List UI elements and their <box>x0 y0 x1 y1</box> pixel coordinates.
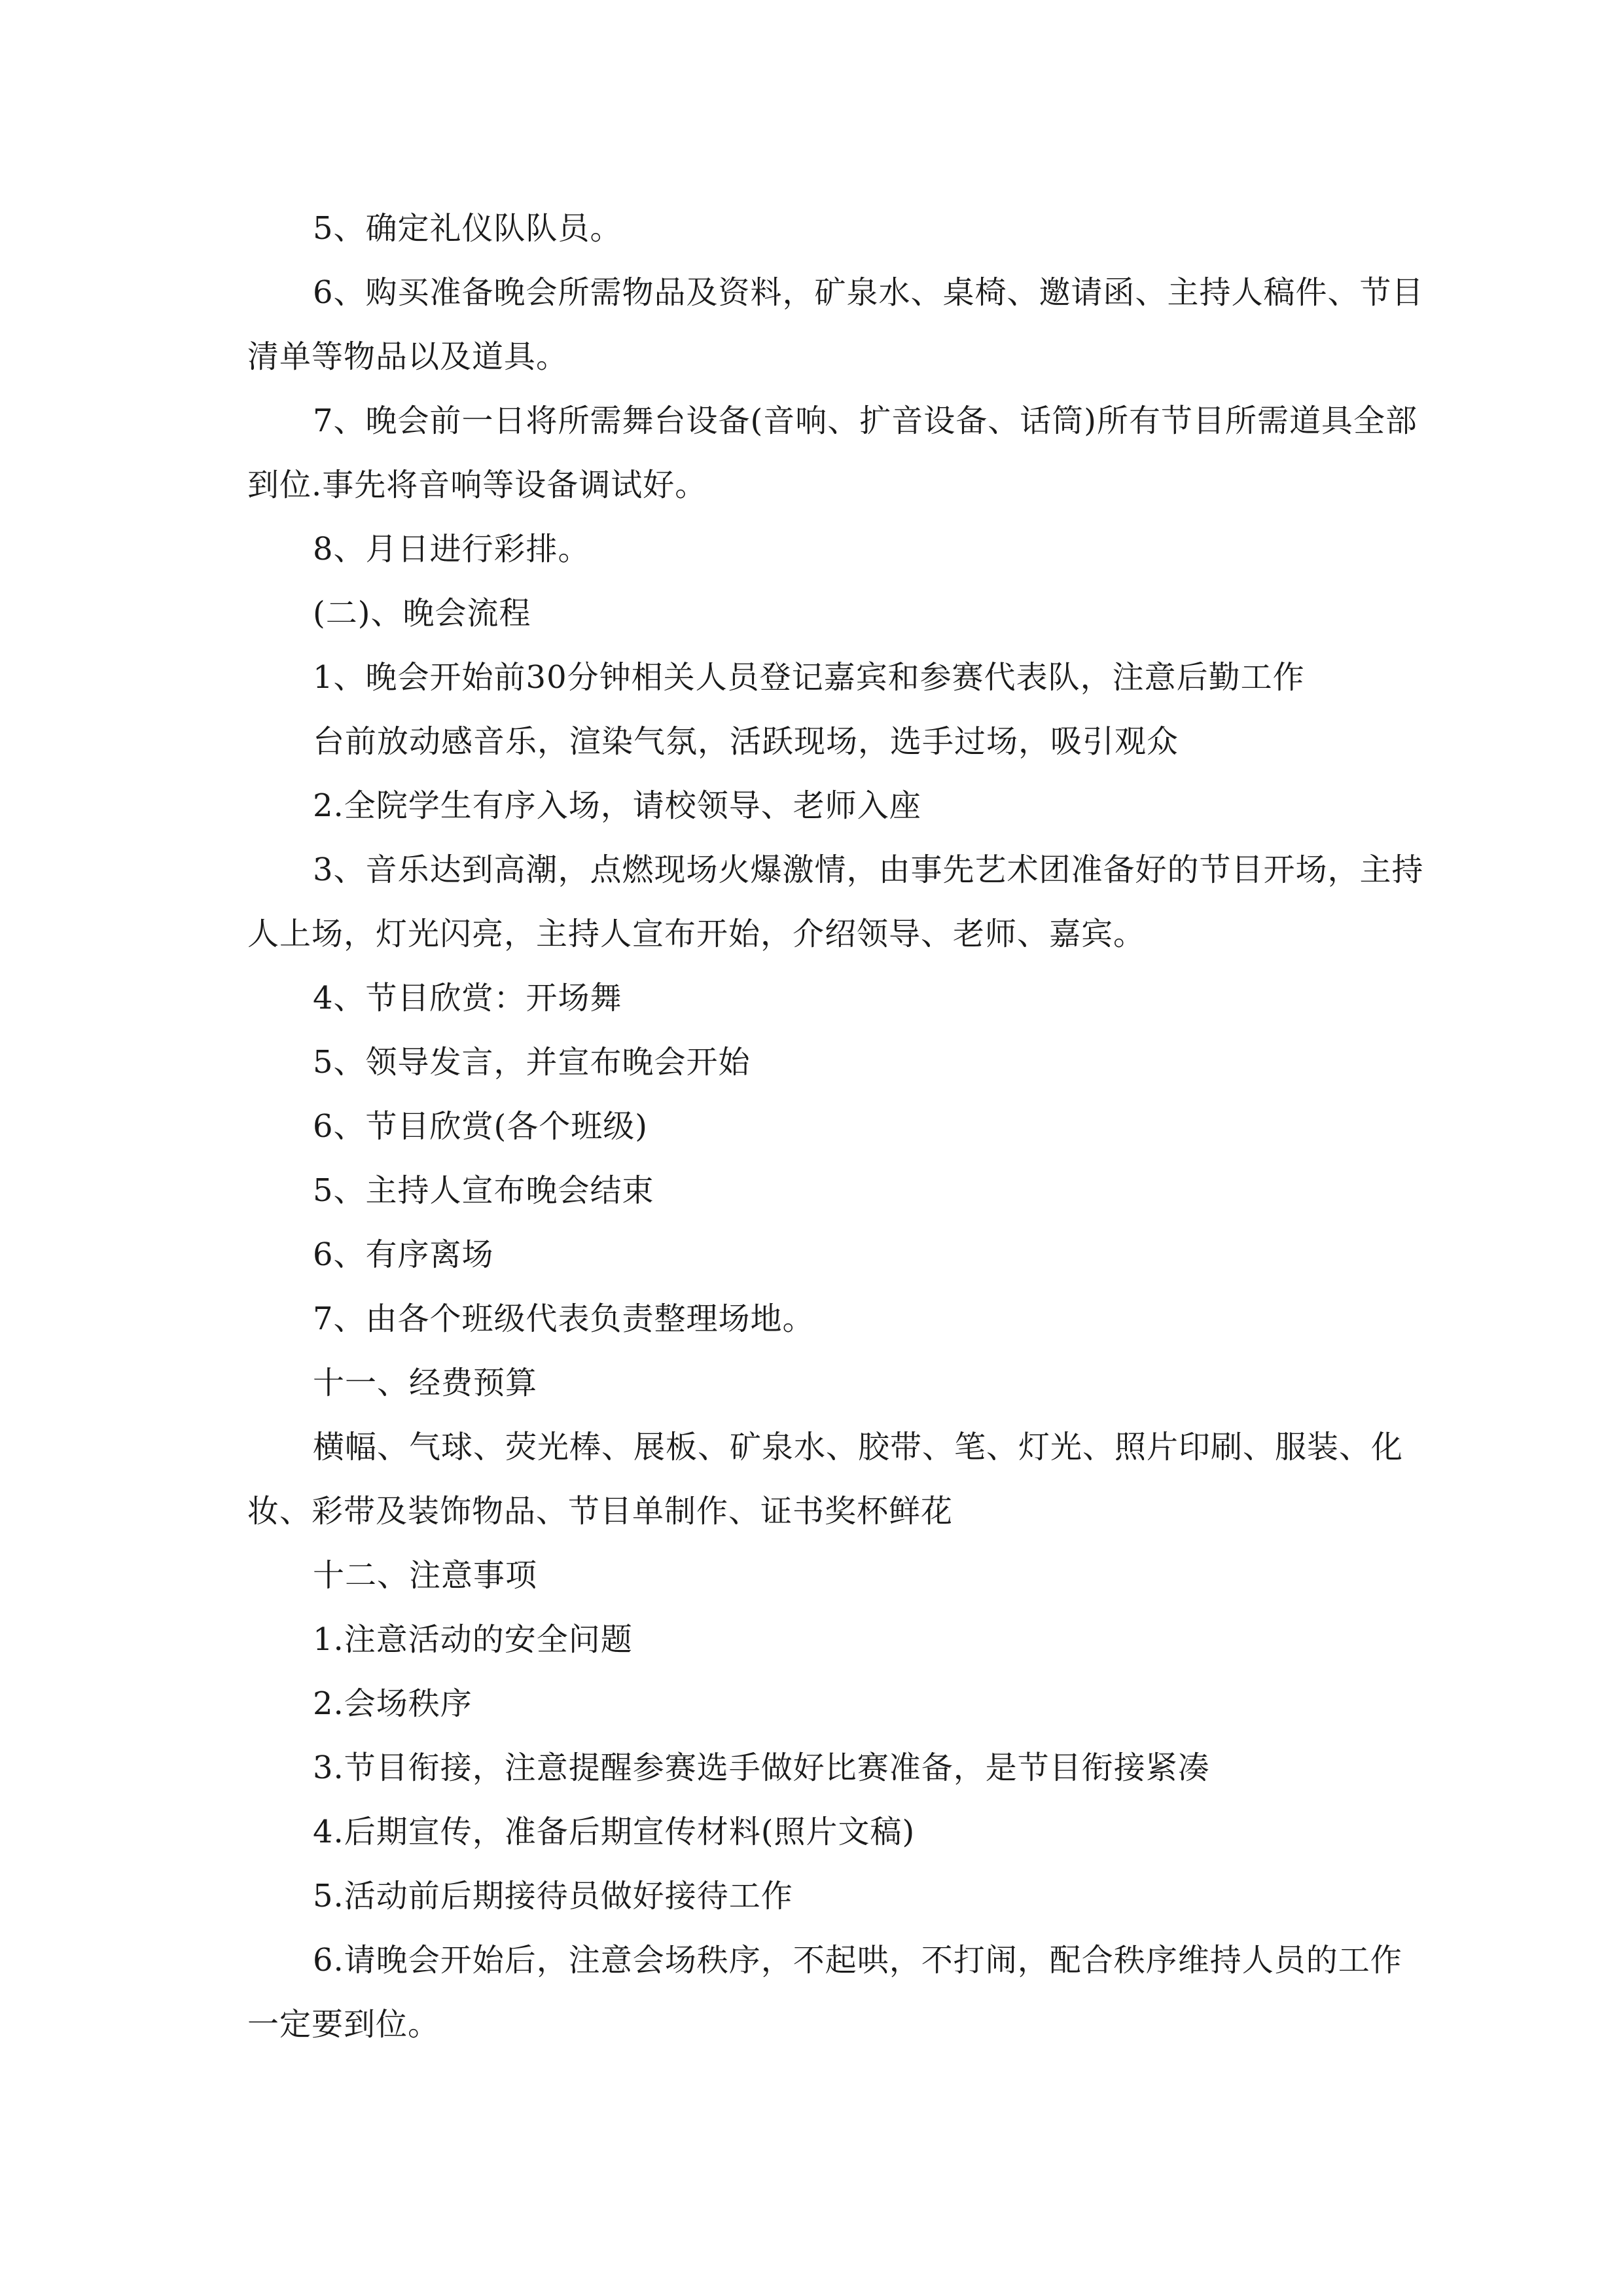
document-body <box>247 196 1425 2056</box>
paragraph: 2.全院学生有序入场，请校领导、老师入座 <box>313 787 921 824</box>
paragraph: 5、领导发言，并宣布晚会开始 <box>313 1044 751 1081</box>
paragraph: 3、音乐达到高潮，点燃现场火爆激情，由事先艺术团准备好的节目开场，主持人上场，灯光闪亮，主持人宣布开始，介绍领导、老师、嘉宾。 <box>247 852 1424 952</box>
paragraph: 8、月日进行彩排。 <box>313 531 590 567</box>
paragraph: 5、确定礼仪队队员。 <box>313 210 622 247</box>
paragraph: 横幅、气球、荧光棒、展板、矿泉水、胶带、笔、灯光、照片印刷、服装、化妆、彩带及装饰物品、节目单制作、证书奖杯鲜花 <box>247 1429 1404 1530</box>
paragraph: 1.注意活动的安全问题 <box>313 1621 633 1658</box>
section-heading: 十二、注意事项 <box>313 1557 538 1594</box>
paragraph: 3.节目衔接，注意提醒参赛选手做好比赛准备，是节目衔接紧凑 <box>313 1749 1210 1786</box>
paragraph: 5、主持人宣布晚会结束 <box>313 1172 654 1209</box>
paragraph: 4、节目欣赏：开场舞 <box>313 980 622 1016</box>
paragraph: 7、晚会前一日将所需舞台设备(音响、扩音设备、话筒)所有节目所需道具全部到位.事先将音响等设备调试好。 <box>247 403 1418 503</box>
section-heading: (二)、晚会流程 <box>313 595 531 632</box>
paragraph: 台前放动感音乐，渲染气氛，活跃现场，选手过场，吸引观众 <box>313 723 1179 760</box>
paragraph: 7、由各个班级代表负责整理场地。 <box>313 1300 815 1337</box>
paragraph: 6、有序离场 <box>313 1236 494 1273</box>
paragraph: 1、晚会开始前30分钟相关人员登记嘉宾和参赛代表队，注意后勤工作 <box>313 659 1305 696</box>
paragraph: 2.会场秩序 <box>313 1685 473 1722</box>
paragraph: 6、购买准备晚会所需物品及资料，矿泉水、桌椅、邀请函、主持人稿件、节目清单等物品以及道具。 <box>247 274 1424 375</box>
paragraph: 4.后期宣传，准备后期宣传材料(照片文稿) <box>313 1814 916 1850</box>
paragraph: 5.活动前后期接待员做好接待工作 <box>313 1878 793 1914</box>
paragraph: 6.请晚会开始后，注意会场秩序，不起哄，不打闹，配合秩序维持人员的工作一定要到位。 <box>247 1942 1402 2043</box>
paragraph: 6、节目欣赏(各个班级) <box>313 1108 648 1145</box>
section-heading: 十一、经费预算 <box>313 1365 538 1401</box>
